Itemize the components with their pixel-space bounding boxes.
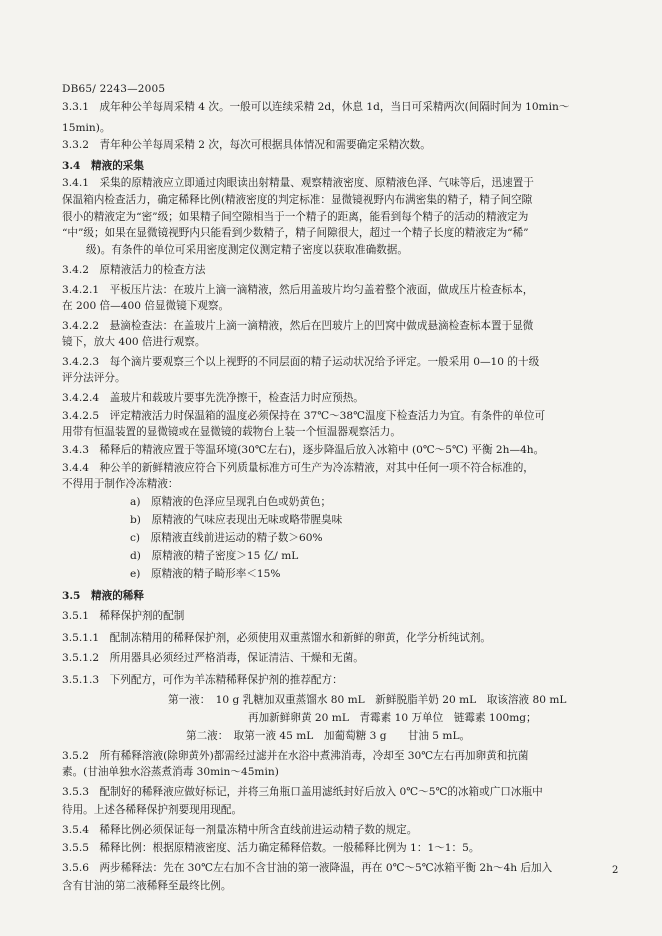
text-line: 在 200 倍—400 倍显微镜下观察。 — [62, 300, 230, 312]
text-line: 再加新鲜卵黄 20 mL 青霉素 10 万单位 链霉素 100mg； — [248, 712, 537, 724]
text-line: 3.5.2 所有稀释溶液(除卵黄外)都需经过滤并在水浴中煮沸消毒，冷却至 30℃左右再加卵黄和抗菌 — [62, 750, 529, 762]
text-line: 3.4.1 采集的原精液应立即通过肉眼读出射精量、观察精液密度、原精液色泽、气味等后，迅速置于 — [62, 177, 534, 189]
text-line: 用带有恒温装置的显微镜或在显微镜的载物台上装一个恒温器观察活力。 — [62, 426, 401, 438]
text-line: 待用。上述各稀释保护剂要现用现配。 — [62, 804, 243, 816]
text-line: 3.3.1 成年种公羊每周采精 4 次。一般可以连续采精 2d，休息 1d，当日可采精两次(间隔时间为 10min～ — [62, 101, 570, 113]
text-line: 15min)。 — [62, 122, 111, 134]
text-line: 3.5.1.3 下列配方，可作为羊冻精稀释保护剂的推荐配方： — [62, 674, 343, 686]
standard-number-header: DB65/ 2243—2005 — [62, 83, 166, 95]
text-line: 3.5.4 稀释比例必须保证每一剂量冻精中所含直线前进运动精子数的规定。 — [62, 824, 418, 836]
text-line: e) 原精液的精子畸形率＜15% — [130, 568, 281, 580]
text-line: 3.5.1.2 所用器具必须经过严格消毒，保证清洁、干燥和无菌。 — [62, 652, 364, 664]
text-line: 3.4.2.1 平板压片法：在玻片上滴一滴精液，然后用盖玻片均匀盖着整个液面，做成压片检查标本， — [62, 284, 534, 296]
text-line: 镜下，放大 400 倍进行观察。 — [62, 336, 206, 348]
text-line: a) 原精液的色泽应呈现乳白色或奶黄色； — [130, 496, 332, 508]
text-line: 3.4.2.3 每个滴片要观察三个以上视野的不同层面的精子运动状况给予评定。一般采用 0—10 的十级 — [62, 356, 540, 368]
text-line: 3.5.6 两步稀释法：先在 30℃左右加不含甘油的第一液降温，再在 0℃～5℃冰箱平衡 2h～4h 后加入 — [62, 862, 553, 874]
text-line: 评分法评分。 — [62, 372, 126, 384]
text-line: “中”级；如果在显微镜视野内只能看到少数精子，精子间隙很大，超过一个精子长度的精液定为“稀” — [62, 227, 529, 239]
text-line: 3.5.1.1 配制冻精用的稀释保护剂，必须使用双重蒸馏水和新鲜的卵黄，化学分析纯试剂。 — [62, 632, 492, 644]
text-line: 3.3.2 青年种公羊每周采精 2 次，每次可根据具体情况和需要确定采精次数。 — [62, 139, 431, 151]
text-line: 3.4.2.4 盖玻片和载玻片要事先洗净擦干，检查活力时应预热。 — [62, 392, 364, 404]
text-line: 素。(甘油单独水浴蒸煮消毒 30min～45min) — [62, 766, 279, 778]
text-line: 第一液： 10 g 乳糖加双重蒸馏水 80 mL 新鲜脱脂羊奶 20 mL 取该溶液 80 mL — [168, 694, 567, 706]
text-line: b) 原精液的气味应表现出无味或略带腥臭味 — [130, 514, 343, 526]
page-number: 2 — [612, 865, 619, 876]
text-line: 3.4.2.2 悬滴检查法：在盖玻片上滴一滴精液，然后在凹玻片上的凹窝中做成悬滴检查标本置于显微 — [62, 320, 534, 332]
text-line: 级)。有条件的单位可采用密度测定仪测定精子密度以获取准确数据。 — [86, 244, 408, 256]
text-line: 3.5.3 配制好的稀释液应做好标记，并将三角瓶口盖用滤纸封好后放入 0℃～5℃的冰箱或广口冰瓶中 — [62, 786, 543, 798]
text-line: 含有甘油的第二液稀释至最终比例。 — [62, 880, 232, 892]
text-line: 保温箱内检查活力，确定稀释比例(精液密度的判定标准：显微镜视野内布满密集的精子，精子间空隙 — [62, 194, 533, 206]
text-line: 不得用于制作冷冻精液： — [62, 478, 179, 490]
text-line: 3.5 精液的稀释 — [62, 590, 144, 602]
text-line: 3.4.2 原精液活力的检查方法 — [62, 264, 206, 276]
text-line: 3.4.4 种公羊的新鲜精液应符合下列质量标准方可生产为冷冻精液，对其中任何一项不符合标准的， — [62, 462, 534, 474]
text-line: 很小的精液定为“密”级；如果精子间空隙相当于一个精子的距离，能看到每个精子的活动的精液定为 — [62, 211, 529, 223]
text-line: 3.5.5 稀释比例：根据原精液密度、活力确定稀释倍数。一般稀释比例为 1：1～1：5。 — [62, 842, 480, 854]
text-line: 3.4.2.5 评定精液活力时保温箱的温度必须保持在 37℃～38℃温度下检查活力为宜。有条件的单位可 — [62, 410, 546, 422]
text-line: 3.5.1 稀释保护剂的配制 — [62, 610, 185, 622]
text-line: 3.4.3 稀释后的精液应置于等温环境(30℃左右)，逐步降温后放入冰箱中 (0℃～5℃) 平衡 2h—4h。 — [62, 444, 545, 456]
text-line: 第二液： 取第一液 45 mL 加葡萄糖 3 g 甘油 5 mL。 — [186, 730, 471, 742]
text-line: c) 原精液直线前进运动的精子数＞60% — [130, 532, 323, 544]
text-line: d) 原精液的精子密度＞15 亿/ mL — [130, 550, 299, 562]
text-line: 3.4 精液的采集 — [62, 160, 144, 172]
